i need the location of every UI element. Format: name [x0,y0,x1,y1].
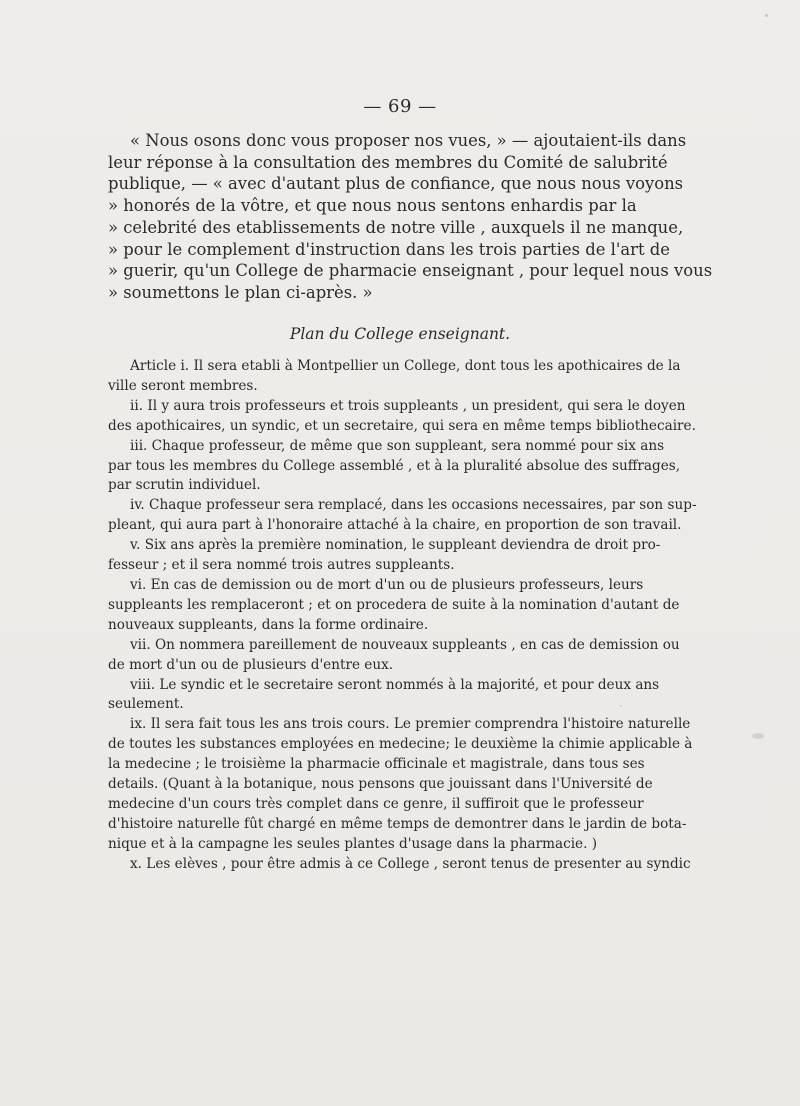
article-line: la medecine ; le troisième la pharmacie officinale et magistrale, dans tous ses [108,756,645,773]
article-line: nique et à la campagne les seules plantes d'usage dans la pharmacie. ) [108,835,598,852]
article-line: iii. Chaque professeur, de même que son suppleant, sera nommé pour six ans [130,437,665,454]
article-line: details. (Quant à la botanique, nous pensons que jouissant dans l'Université de [108,776,653,793]
plan-heading: Plan du College enseignant. [289,325,511,343]
paper-speck [752,733,764,739]
articles-list [108,357,697,875]
article-line: ii. Il y aura trois professeurs et trois suppleants , un president, qui sera le doyen [130,397,686,414]
article-line: pleant, qui aura part à l'honoraire attaché à la chaire, en proportion de son travail. [108,517,682,534]
paper-speck [620,705,622,707]
intro-line: » guerir, qu'un College de pharmacie enseignant , pour lequel nous vous [108,261,713,281]
intro-line: leur réponse à la consultation des membres du Comité de salubrité [108,152,668,172]
article-line: viii. Le syndic et le secretaire seront nommés à la majorité, et pour deux ans [130,676,660,693]
article-line: par scrutin individuel. [108,477,261,494]
article-line: vii. On nommera pareillement de nouveaux suppleants , en cas de demission ou [130,636,680,653]
intro-paragraph [108,130,713,304]
page-number: — 69 — [363,96,437,117]
intro-line: » soumettons le plan ci-après. » [108,282,373,302]
article-line: par tous les membres du College assemblé , et à la pluralité absolue des suffrages, [108,457,681,474]
intro-line: « Nous osons donc vous proposer nos vues, » — ajoutaient-ils dans [130,131,687,150]
article-line: v. Six ans après la première nomination, le suppleant deviendra de droit pro- [130,537,661,554]
article-line: de toutes les substances employées en medecine; le deuxième la chimie applicable à [108,736,693,753]
article-line: vi. En cas de demission ou de mort d'un ou de plusieurs professeurs, leurs [130,576,644,593]
article-line: ville seront membres. [108,377,258,394]
paper-speck [765,14,768,17]
intro-line: » honorés de la vôtre, et que nous nous sentons enhardis par la [108,196,637,216]
article-line: fesseur ; et il sera nommé trois autres suppleants. [108,557,455,574]
article-line: de mort d'un ou de plusieurs d'entre eux. [108,656,394,673]
intro-line: » pour le complement d'instruction dans les trois parties de l'art de [108,239,670,259]
article-line: Article i. Il sera etabli à Montpellier un College, dont tous les apothicaires de la [130,358,681,374]
article-line: x. Les elèves , pour être admis à ce College , seront tenus de presenter au syndic [130,855,691,872]
intro-line: » celebrité des etablissements de notre ville , auxquels il ne manque, [108,217,684,237]
article-line: iv. Chaque professeur sera remplacé, dans les occasions necessaires, par son sup- [130,497,697,514]
article-line: d'histoire naturelle fût chargé en même temps de demontrer dans le jardin de bota- [108,815,687,832]
article-line: medecine d'un cours très complet dans ce genre, il suffiroit que le professeur [108,795,644,812]
article-line: nouveaux suppleants, dans la forme ordinaire. [108,616,429,633]
article-line: seulement. [108,696,184,713]
article-line: des apothicaires, un syndic, et un secretaire, qui sera en même temps bibliothecaire. [108,417,696,434]
article-line: ix. Il sera fait tous les ans trois cours. Le premier comprendra l'histoire naturelle [130,716,691,733]
article-line: suppleants les remplaceront ; et on procedera de suite à la nomination d'autant de [108,596,680,613]
intro-line: publique, — « avec d'autant plus de confiance, que nous nous voyons [108,174,684,194]
